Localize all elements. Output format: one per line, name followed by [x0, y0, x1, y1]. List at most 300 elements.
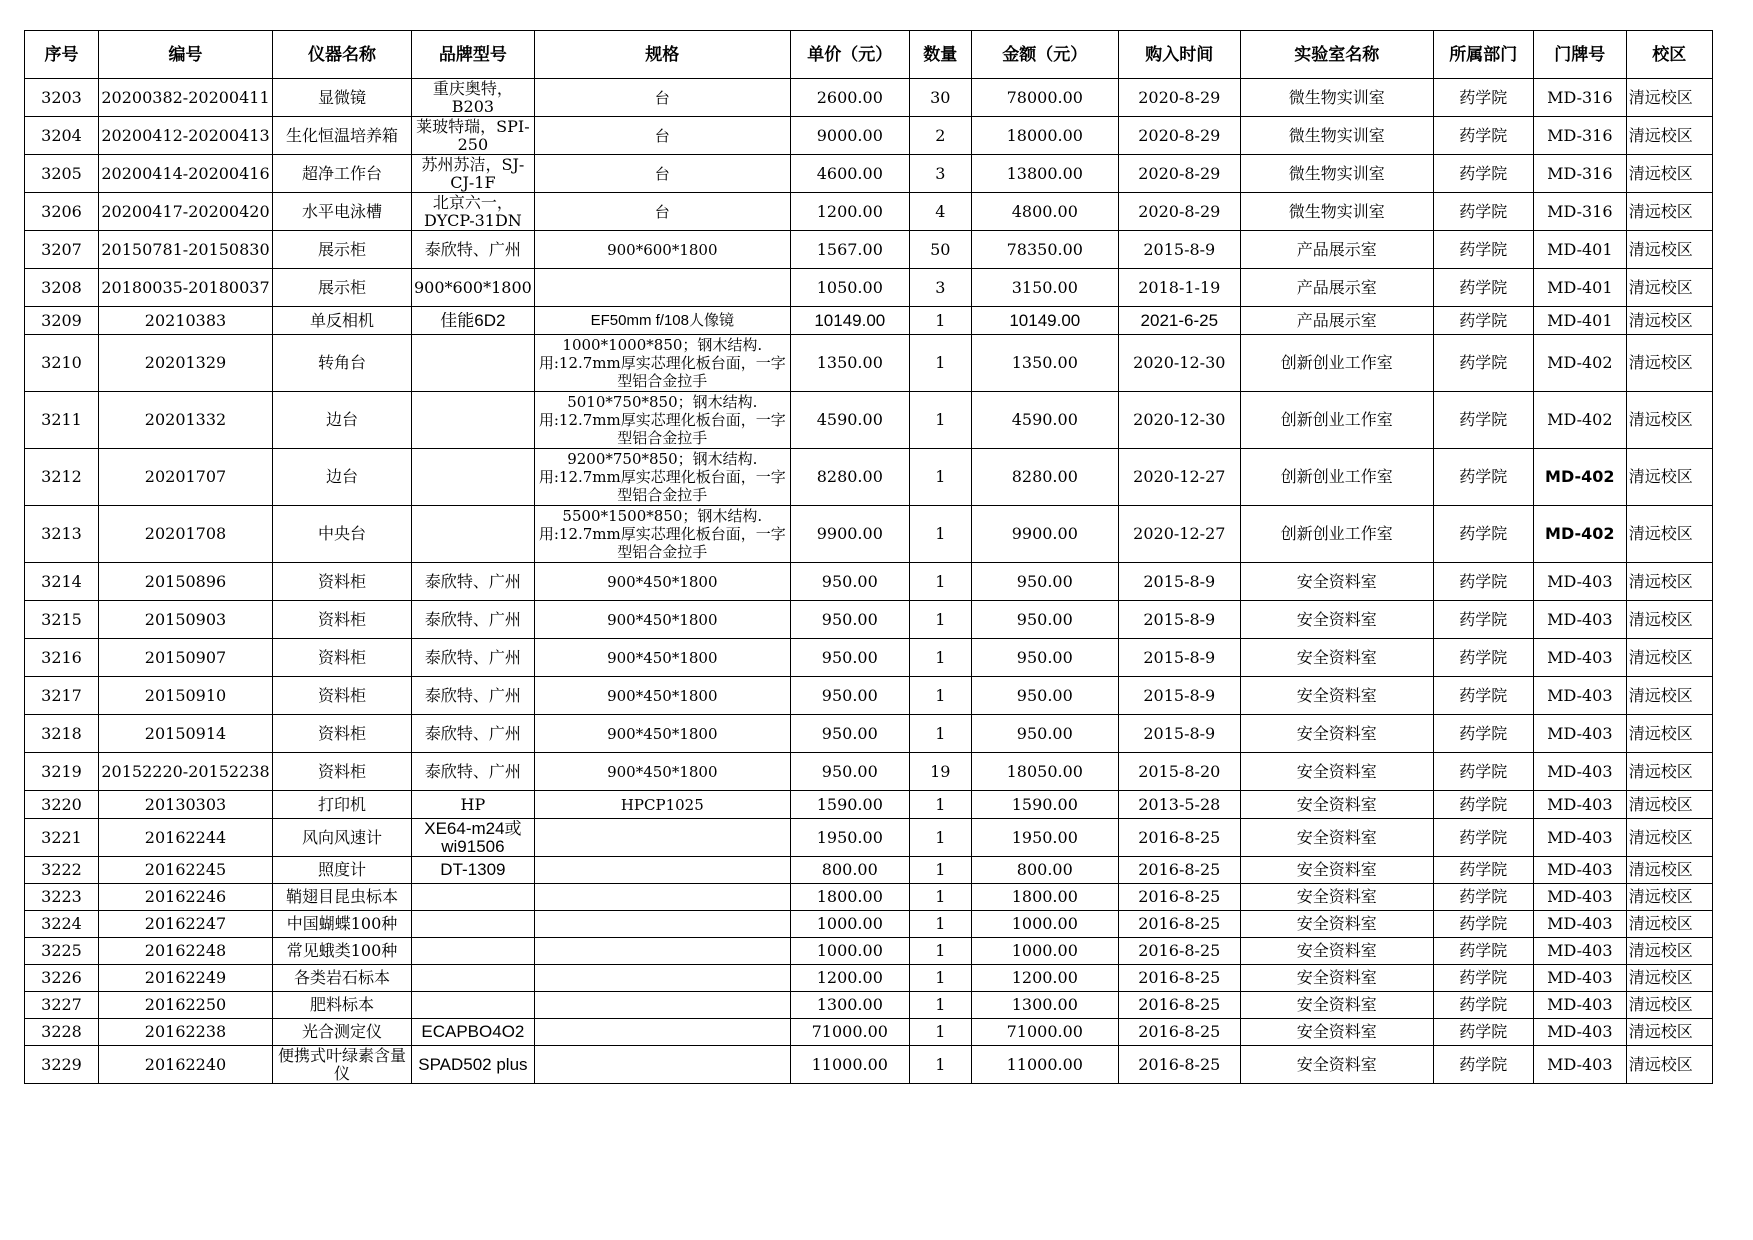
cell-col-index	[25, 1019, 99, 1046]
table-row	[25, 269, 1713, 307]
cell-text: 20180035-20180037	[101, 277, 270, 297]
cell-col-date	[1118, 449, 1240, 506]
cell-col-campus	[1626, 117, 1712, 155]
cell-text: 900*600*1800	[414, 278, 532, 297]
cell-text: 泰欣特、广州	[424, 572, 521, 591]
cell-text: 1300.00	[1011, 995, 1078, 1014]
cell-text: 3224	[41, 914, 82, 933]
cell-text: 1	[935, 941, 946, 960]
cell-col-index	[25, 601, 99, 639]
cell-text: 佳能6D2	[440, 311, 506, 330]
table-row	[25, 563, 1713, 601]
cell-text: 安全资料室	[1296, 827, 1377, 847]
cell-col-amount	[971, 601, 1118, 639]
cell-text: 3210	[41, 353, 82, 372]
cell-col-dept	[1433, 193, 1533, 231]
cell-text: MD-403	[1547, 723, 1613, 743]
cell-col-spec	[534, 1046, 790, 1084]
cell-col-amount	[971, 753, 1118, 791]
cell-col-campus	[1626, 601, 1712, 639]
cell-text: 1	[935, 794, 946, 814]
cell-text: 1	[935, 410, 946, 429]
cell-text: 3209	[41, 310, 82, 330]
cell-col-name	[273, 857, 412, 884]
cell-col-room	[1533, 911, 1626, 938]
cell-text: 3223	[41, 887, 82, 906]
table-row	[25, 639, 1713, 677]
cell-col-campus	[1626, 506, 1712, 563]
cell-col-name	[273, 715, 412, 753]
cell-col-brand	[412, 269, 535, 307]
cell-col-dept	[1433, 231, 1533, 269]
cell-col-dept	[1433, 449, 1533, 506]
cell-col-brand	[412, 884, 535, 911]
cell-text: 药学院	[1459, 277, 1508, 297]
cell-col-date	[1118, 193, 1240, 231]
cell-text: MD-402	[1545, 467, 1615, 486]
table-row	[25, 506, 1713, 563]
cell-text: 2015-8-9	[1143, 685, 1216, 705]
cell-text: MD-401	[1547, 310, 1613, 330]
cell-col-room	[1533, 992, 1626, 1019]
cell-col-unit-price	[790, 307, 909, 335]
cell-text: 1	[935, 914, 946, 933]
cell-text: 创新创业工作室	[1280, 353, 1393, 372]
cell-col-asset-no	[99, 1046, 273, 1084]
cell-text: 展示柜	[317, 239, 366, 259]
cell-col-amount	[971, 791, 1118, 819]
cell-col-unit-price	[790, 938, 909, 965]
cell-col-amount	[971, 193, 1118, 231]
cell-col-brand	[412, 677, 535, 715]
cell-col-date	[1118, 307, 1240, 335]
cell-col-qty	[909, 965, 971, 992]
cell-text: 创新创业工作室	[1280, 410, 1393, 429]
cell-col-brand	[412, 231, 535, 269]
cell-text: 20150907	[144, 647, 227, 667]
cell-text: 950.00	[1016, 571, 1073, 591]
cell-text: 20201329	[144, 353, 227, 372]
cell-text: 药学院	[1459, 609, 1508, 629]
cell-col-date	[1118, 753, 1240, 791]
cell-text: 风向风速计	[301, 827, 382, 847]
cell-col-campus	[1626, 715, 1712, 753]
header-col-asset-no: 编号	[99, 31, 273, 79]
cell-text: 3204	[41, 125, 82, 145]
cell-col-qty	[909, 601, 971, 639]
cell-text: 台	[654, 88, 670, 107]
cell-text: 药学院	[1459, 647, 1508, 667]
header-col-campus: 校区	[1626, 31, 1712, 79]
cell-text: 1	[935, 353, 946, 372]
cell-text: 2015-8-20	[1138, 761, 1221, 781]
cell-text: 清远校区	[1628, 941, 1693, 960]
cell-col-spec	[534, 506, 790, 563]
table-row	[25, 715, 1713, 753]
cell-text: 3220	[41, 794, 82, 814]
cell-col-amount	[971, 857, 1118, 884]
cell-text: 显微镜	[317, 87, 366, 107]
cell-col-qty	[909, 753, 971, 791]
table-row	[25, 1046, 1713, 1084]
cell-text: 鞘翅目昆虫标本	[285, 887, 398, 906]
cell-text: 3225	[41, 941, 82, 960]
cell-col-room	[1533, 392, 1626, 449]
cell-text: 20152220-20152238	[101, 761, 270, 781]
cell-col-lab	[1240, 791, 1433, 819]
cell-text: 安全资料室	[1296, 941, 1377, 960]
table-row	[25, 392, 1713, 449]
cell-col-room	[1533, 269, 1626, 307]
cell-col-spec	[534, 791, 790, 819]
table-row	[25, 155, 1713, 193]
cell-col-asset-no	[99, 791, 273, 819]
cell-text: 药学院	[1459, 723, 1508, 743]
cell-col-asset-no	[99, 601, 273, 639]
cell-text: 清远校区	[1628, 87, 1693, 107]
cell-col-index	[25, 884, 99, 911]
cell-text: 1	[935, 571, 946, 591]
cell-text: 1	[935, 723, 946, 743]
cell-col-asset-no	[99, 193, 273, 231]
cell-text: 3206	[41, 201, 82, 221]
cell-text: 药学院	[1459, 467, 1508, 486]
cell-col-room	[1533, 677, 1626, 715]
cell-text: 安全资料室	[1296, 860, 1377, 879]
cell-text: MD-403	[1547, 914, 1613, 933]
cell-col-unit-price	[790, 1046, 909, 1084]
cell-col-amount	[971, 392, 1118, 449]
cell-col-lab	[1240, 992, 1433, 1019]
cell-col-lab	[1240, 965, 1433, 992]
cell-col-unit-price	[790, 231, 909, 269]
cell-col-campus	[1626, 231, 1712, 269]
cell-text: 2016-8-25	[1138, 968, 1221, 987]
cell-col-date	[1118, 231, 1240, 269]
cell-col-lab	[1240, 819, 1433, 857]
cell-col-brand	[412, 601, 535, 639]
cell-text: 900*450*1800	[607, 648, 718, 667]
table-row	[25, 677, 1713, 715]
table-row	[25, 193, 1713, 231]
cell-col-name	[273, 601, 412, 639]
cell-col-asset-no	[99, 269, 273, 307]
cell-text: XE64-m24或wi91506	[424, 819, 522, 856]
cell-col-spec	[534, 938, 790, 965]
header-row	[25, 31, 1713, 79]
cell-text: 1590.00	[816, 794, 883, 814]
cell-col-lab	[1240, 117, 1433, 155]
cell-text: HPCP1025	[620, 795, 704, 814]
cell-col-qty	[909, 269, 971, 307]
cell-col-unit-price	[790, 857, 909, 884]
cell-col-lab	[1240, 335, 1433, 392]
cell-text: MD-403	[1547, 794, 1613, 814]
cell-text: 1000.00	[816, 914, 883, 933]
table-row	[25, 884, 1713, 911]
cell-col-lab	[1240, 1019, 1433, 1046]
cell-col-unit-price	[790, 965, 909, 992]
cell-text: 900*450*1800	[607, 762, 718, 781]
cell-col-date	[1118, 335, 1240, 392]
cell-text: 药学院	[1459, 914, 1508, 933]
cell-col-room	[1533, 506, 1626, 563]
cell-text: 照度计	[317, 860, 366, 879]
cell-text: 药学院	[1459, 87, 1508, 107]
cell-text: MD-403	[1547, 827, 1613, 847]
cell-text: 水平电泳槽	[301, 201, 382, 221]
cell-text: 2600.00	[816, 87, 883, 107]
cell-col-name	[273, 449, 412, 506]
cell-text: 9200*750*850；钢木结构.用:12.7mm厚实芯理化板台面，一字型铝合金拉手	[538, 450, 786, 504]
cell-col-amount	[971, 307, 1118, 335]
cell-text: 2020-12-30	[1133, 353, 1226, 372]
header-col-index: 序号	[25, 31, 99, 79]
cell-col-date	[1118, 938, 1240, 965]
cell-col-brand	[412, 79, 535, 117]
cell-text: 清远校区	[1628, 277, 1693, 297]
cell-col-name	[273, 231, 412, 269]
cell-text: 安全资料室	[1296, 968, 1377, 987]
cell-col-brand	[412, 791, 535, 819]
cell-col-name	[273, 819, 412, 857]
cell-text: MD-401	[1547, 239, 1613, 259]
cell-col-unit-price	[790, 1019, 909, 1046]
cell-col-dept	[1433, 1019, 1533, 1046]
cell-text: 11000.00	[1006, 1054, 1083, 1074]
cell-text: 清远校区	[1628, 968, 1693, 987]
header-col-lab: 实验室名称	[1240, 31, 1433, 79]
cell-col-index	[25, 992, 99, 1019]
cell-text: 药学院	[1459, 524, 1508, 543]
cell-text: 950.00	[1016, 647, 1073, 667]
cell-text: 11000.00	[811, 1054, 888, 1074]
cell-col-asset-no	[99, 335, 273, 392]
cell-col-index	[25, 639, 99, 677]
cell-text: 950.00	[821, 647, 878, 667]
cell-col-asset-no	[99, 819, 273, 857]
cell-text: 3213	[41, 524, 82, 543]
cell-col-asset-no	[99, 753, 273, 791]
cell-col-name	[273, 307, 412, 335]
cell-text: 1000.00	[1011, 941, 1078, 960]
cell-text: 药学院	[1459, 860, 1508, 879]
cell-col-asset-no	[99, 857, 273, 884]
cell-col-campus	[1626, 79, 1712, 117]
cell-col-spec	[534, 1019, 790, 1046]
cell-text: 20162249	[144, 968, 227, 987]
cell-text: 安全资料室	[1296, 1022, 1377, 1041]
cell-text: 10149.00	[1009, 310, 1081, 330]
cell-text: MD-402	[1545, 524, 1615, 543]
cell-col-name	[273, 1019, 412, 1046]
asset-table	[24, 30, 1713, 1084]
cell-col-amount	[971, 639, 1118, 677]
cell-text: 清远校区	[1628, 860, 1693, 879]
cell-col-campus	[1626, 1046, 1712, 1084]
cell-text: 清远校区	[1628, 794, 1693, 814]
cell-text: 3211	[41, 410, 82, 429]
cell-col-spec	[534, 117, 790, 155]
cell-text: 950.00	[821, 723, 878, 743]
cell-text: 78350.00	[1006, 239, 1083, 259]
header-col-qty: 数量	[909, 31, 971, 79]
cell-text: 4	[935, 201, 946, 221]
cell-text: 10149.00	[814, 310, 886, 330]
cell-col-name	[273, 193, 412, 231]
cell-col-dept	[1433, 307, 1533, 335]
cell-text: 800.00	[821, 860, 878, 879]
cell-col-name	[273, 563, 412, 601]
cell-text: 药学院	[1459, 353, 1508, 372]
cell-text: MD-402	[1547, 410, 1613, 429]
cell-text: 展示柜	[317, 277, 366, 297]
cell-col-index	[25, 392, 99, 449]
cell-col-room	[1533, 1019, 1626, 1046]
cell-col-amount	[971, 506, 1118, 563]
cell-col-brand	[412, 857, 535, 884]
cell-text: 20162246	[144, 887, 227, 906]
cell-col-brand	[412, 911, 535, 938]
cell-text: 1350.00	[816, 353, 883, 372]
cell-col-brand	[412, 307, 535, 335]
cell-text: 950.00	[821, 761, 878, 781]
cell-text: MD-403	[1547, 1022, 1613, 1041]
cell-text: 超净工作台	[301, 163, 382, 183]
cell-text: 1	[935, 609, 946, 629]
cell-text: 清远校区	[1628, 201, 1693, 221]
cell-col-campus	[1626, 1019, 1712, 1046]
cell-text: 3221	[41, 827, 82, 847]
cell-col-index	[25, 269, 99, 307]
cell-text: DT-1309	[440, 861, 506, 879]
cell-text: 9900.00	[816, 524, 883, 543]
cell-text: 药学院	[1459, 968, 1508, 987]
cell-text: 清远校区	[1628, 163, 1693, 183]
cell-col-room	[1533, 938, 1626, 965]
cell-text: 950.00	[1016, 685, 1073, 705]
cell-text: 4590.00	[1011, 410, 1078, 429]
cell-col-name	[273, 639, 412, 677]
cell-text: 30	[930, 87, 951, 107]
cell-col-index	[25, 819, 99, 857]
cell-text: 生化恒温培养箱	[285, 125, 398, 145]
cell-col-qty	[909, 79, 971, 117]
cell-text: 2020-8-29	[1138, 201, 1221, 221]
cell-col-lab	[1240, 269, 1433, 307]
cell-col-dept	[1433, 791, 1533, 819]
cell-col-dept	[1433, 155, 1533, 193]
cell-col-asset-no	[99, 449, 273, 506]
cell-text: 3219	[41, 761, 82, 781]
cell-col-qty	[909, 1019, 971, 1046]
table-row	[25, 819, 1713, 857]
cell-col-spec	[534, 601, 790, 639]
cell-text: 2016-8-25	[1138, 887, 1221, 906]
table-row	[25, 335, 1713, 392]
cell-col-asset-no	[99, 155, 273, 193]
cell-text: 5500*1500*850；钢木结构.用:12.7mm厚实芯理化板台面，一字型铝合金拉手	[538, 507, 786, 561]
cell-col-unit-price	[790, 335, 909, 392]
cell-col-unit-price	[790, 911, 909, 938]
cell-col-amount	[971, 563, 1118, 601]
cell-col-dept	[1433, 677, 1533, 715]
cell-col-spec	[534, 231, 790, 269]
cell-text: 便携式叶绿素含量仪	[277, 1045, 406, 1083]
cell-text: 清远校区	[1628, 310, 1693, 330]
table-row	[25, 992, 1713, 1019]
cell-text: 清远校区	[1628, 609, 1693, 629]
cell-col-name	[273, 884, 412, 911]
cell-text: 1	[935, 860, 946, 879]
cell-col-asset-no	[99, 938, 273, 965]
cell-col-campus	[1626, 307, 1712, 335]
cell-text: 台	[654, 126, 670, 145]
cell-col-date	[1118, 601, 1240, 639]
cell-text: 1	[935, 1022, 946, 1041]
cell-text: 1200.00	[816, 968, 883, 987]
cell-text: 2016-8-25	[1138, 860, 1221, 879]
cell-col-lab	[1240, 601, 1433, 639]
cell-col-brand	[412, 155, 535, 193]
cell-col-room	[1533, 193, 1626, 231]
cell-col-name	[273, 791, 412, 819]
cell-text: 安全资料室	[1296, 761, 1377, 781]
cell-text: MD-401	[1547, 277, 1613, 297]
cell-col-spec	[534, 965, 790, 992]
cell-text: 1	[935, 827, 946, 847]
cell-text: 安全资料室	[1296, 1054, 1377, 1074]
cell-text: SPAD502 plus	[418, 1055, 528, 1074]
cell-col-lab	[1240, 1046, 1433, 1084]
cell-text: 清远校区	[1628, 723, 1693, 743]
cell-text: 20162245	[144, 860, 227, 879]
cell-text: 2020-8-29	[1138, 163, 1221, 183]
header-col-name: 仪器名称	[273, 31, 412, 79]
cell-col-dept	[1433, 639, 1533, 677]
cell-text: 950.00	[821, 609, 878, 629]
cell-col-qty	[909, 307, 971, 335]
cell-text: MD-316	[1547, 87, 1613, 107]
cell-text: 1800.00	[816, 887, 883, 906]
cell-col-lab	[1240, 563, 1433, 601]
cell-text: 2015-8-9	[1143, 571, 1216, 591]
cell-text: 资料柜	[317, 647, 366, 667]
cell-col-asset-no	[99, 307, 273, 335]
cell-text: 4800.00	[1011, 201, 1078, 221]
table-row	[25, 753, 1713, 791]
cell-text: 边台	[325, 410, 358, 429]
cell-text: 1	[935, 647, 946, 667]
cell-col-room	[1533, 335, 1626, 392]
cell-text: 安全资料室	[1296, 723, 1377, 743]
cell-text: 清远校区	[1628, 887, 1693, 906]
cell-col-amount	[971, 449, 1118, 506]
cell-col-brand	[412, 1046, 535, 1084]
cell-text: 3227	[41, 995, 82, 1014]
table-row	[25, 965, 1713, 992]
cell-col-dept	[1433, 715, 1533, 753]
cell-text: 重庆奥特，B203	[432, 79, 513, 116]
cell-col-index	[25, 677, 99, 715]
cell-col-name	[273, 753, 412, 791]
cell-col-date	[1118, 857, 1240, 884]
cell-text: 清远校区	[1628, 1054, 1693, 1074]
cell-text: 药学院	[1459, 887, 1508, 906]
cell-text: 创新创业工作室	[1280, 524, 1393, 543]
cell-text: 900*600*1800	[607, 240, 718, 259]
cell-col-date	[1118, 506, 1240, 563]
